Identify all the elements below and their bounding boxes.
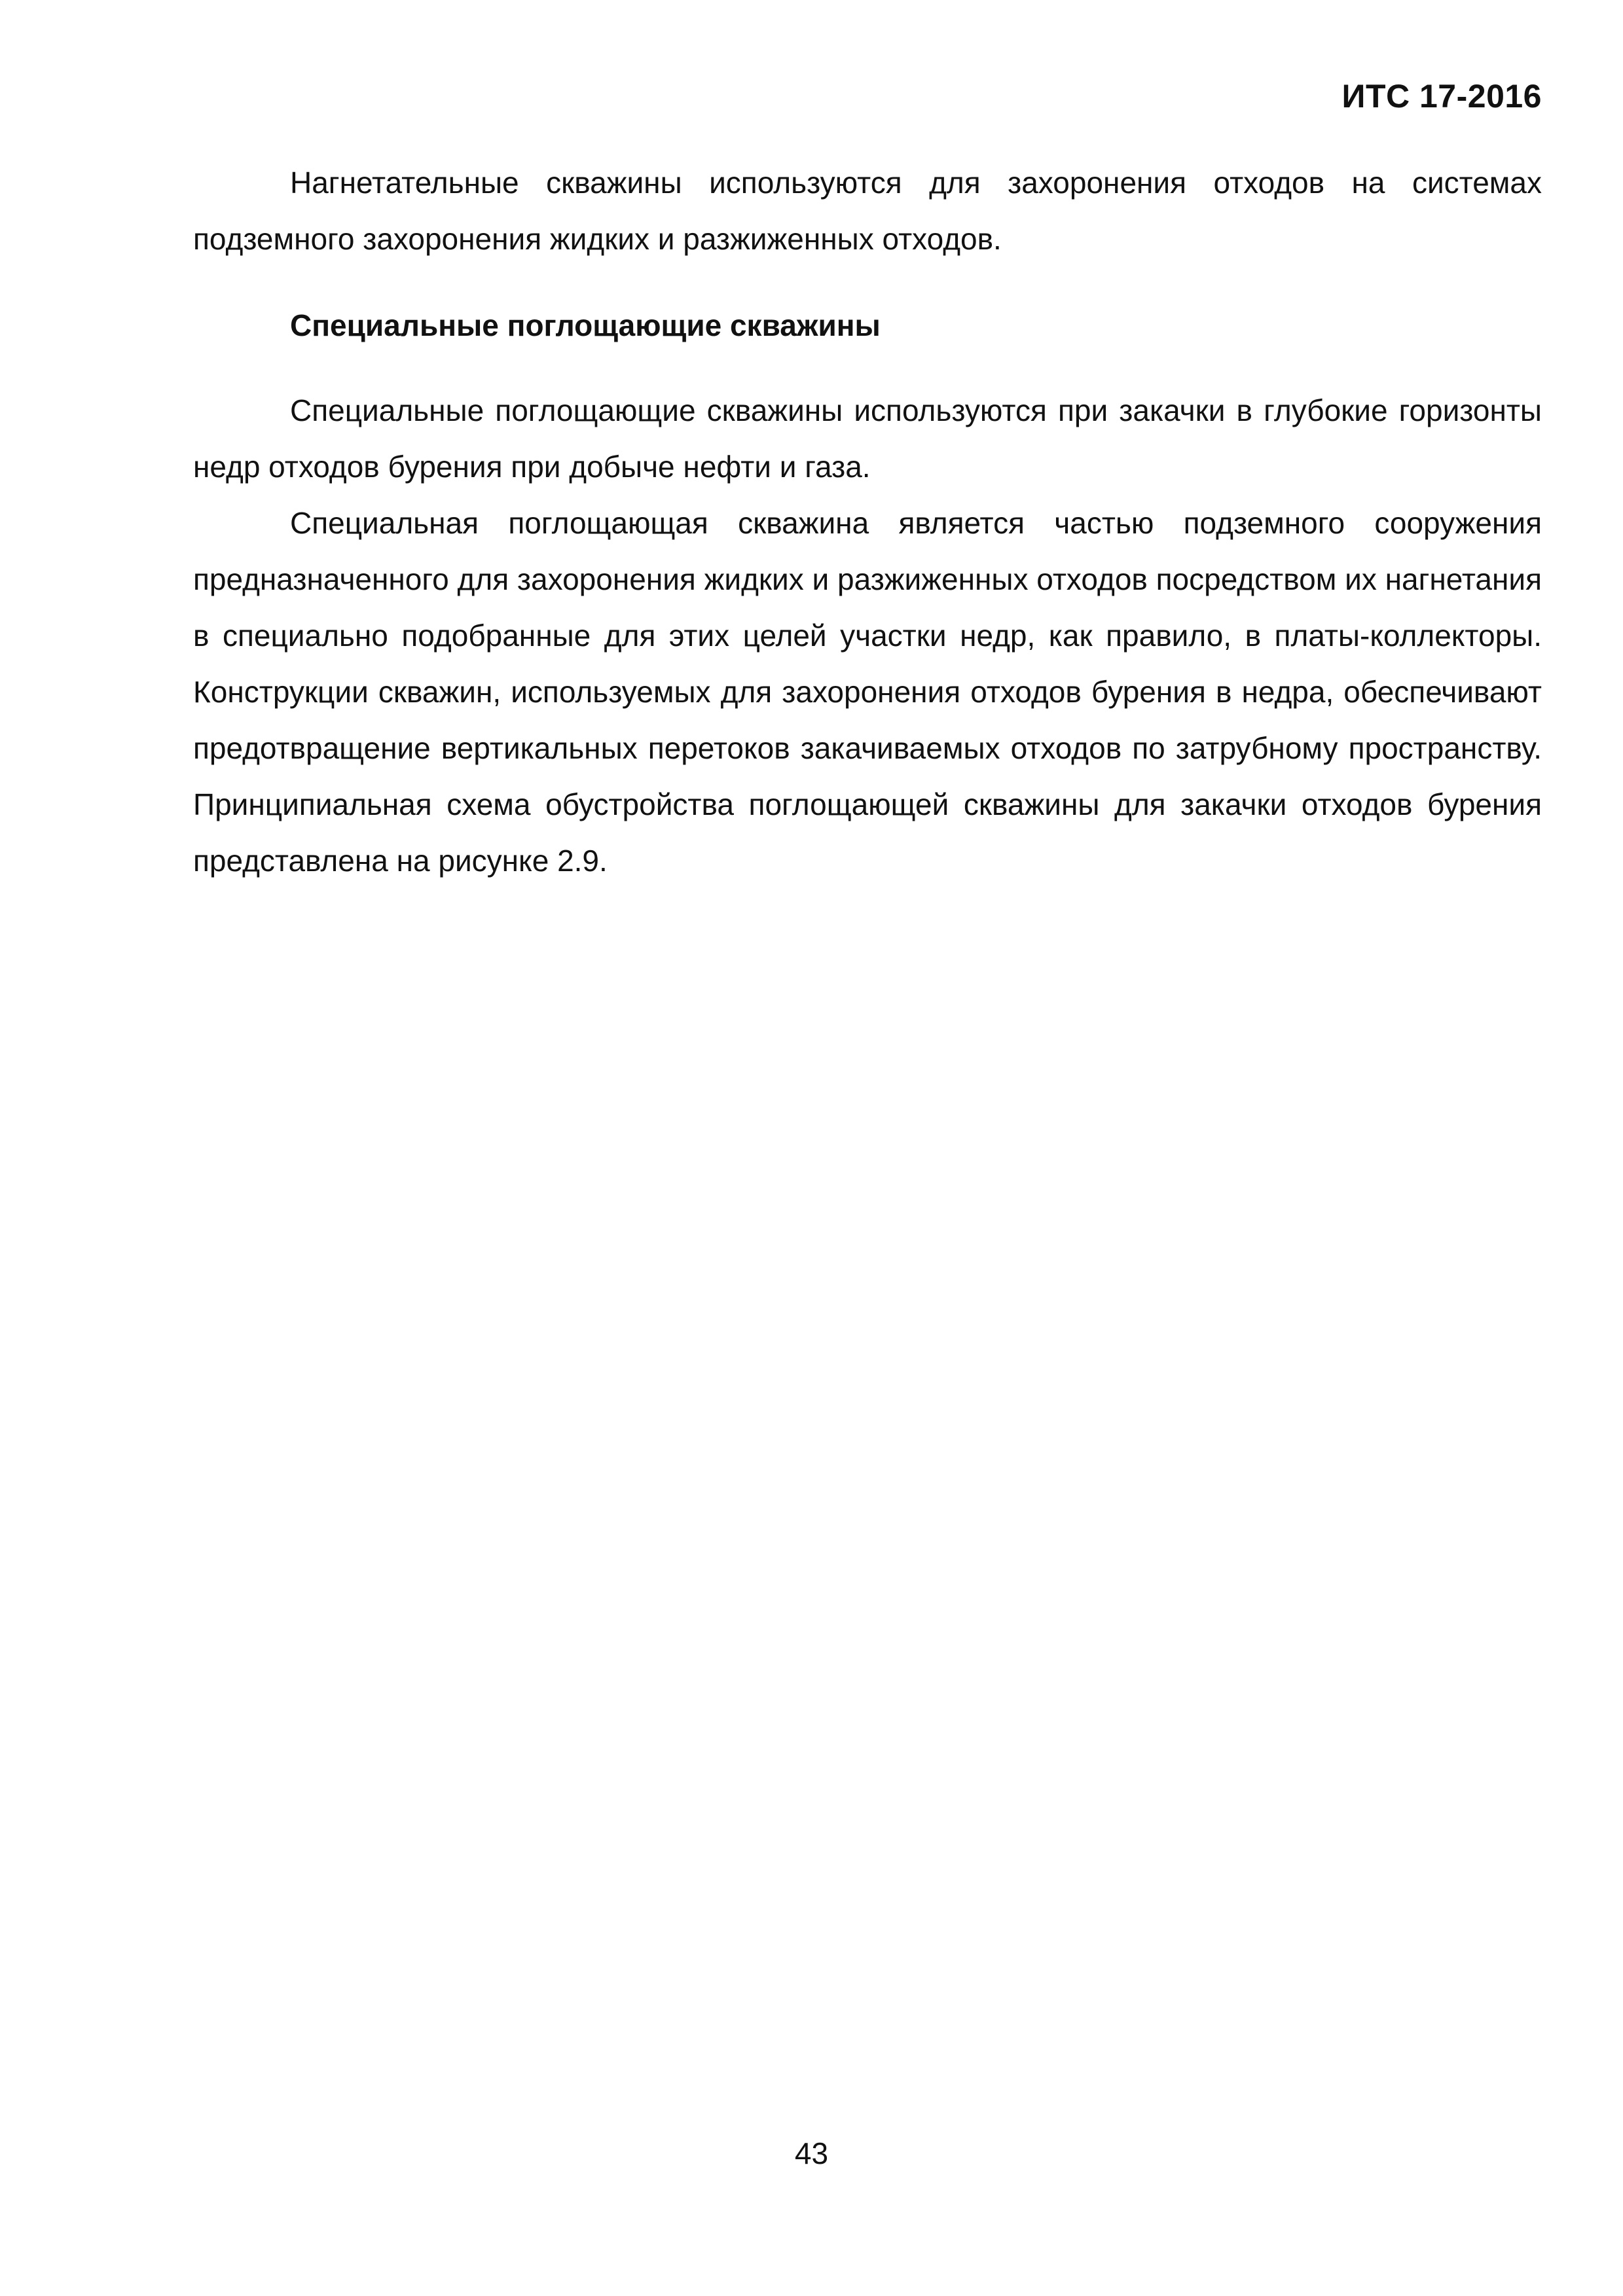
paragraph-injection-wells: Нагнетательные скважины используются для захоронения отходов на системах подземного захоронения жидких и разжиженных отходов. (193, 166, 1542, 256)
page-number: 43 (794, 2136, 829, 2170)
page-body (193, 154, 1542, 889)
document-code-header: ИТС 17-2016 (1341, 78, 1542, 115)
section-heading: Специальные поглощающие скважины (290, 308, 881, 342)
paragraph-absorbing-wells-usage: Специальные поглощающие скважины используются при закачки в глубокие горизонты недр отходов бурения при добыче нефти и газа. (193, 393, 1542, 484)
paragraph-absorbing-well-description: Специальная поглощающая скважина является частью подземного сооружения предназначенного для захоронения жидких и разжиженных отходов посредством их нагнетания в специально подобранные для этих целей участки недр, как правило, в платы-коллекторы. Конструкции скважин, используемых для захоронения отходов бурения в недра, обеспечивают предотвращение вертикальных перетоков закачиваемых отходов по затрубному пространству. Принципиальная схема обустройства поглощающей скважины для закачки отходов бурения представлена на рисунке 2.9. (193, 506, 1542, 878)
